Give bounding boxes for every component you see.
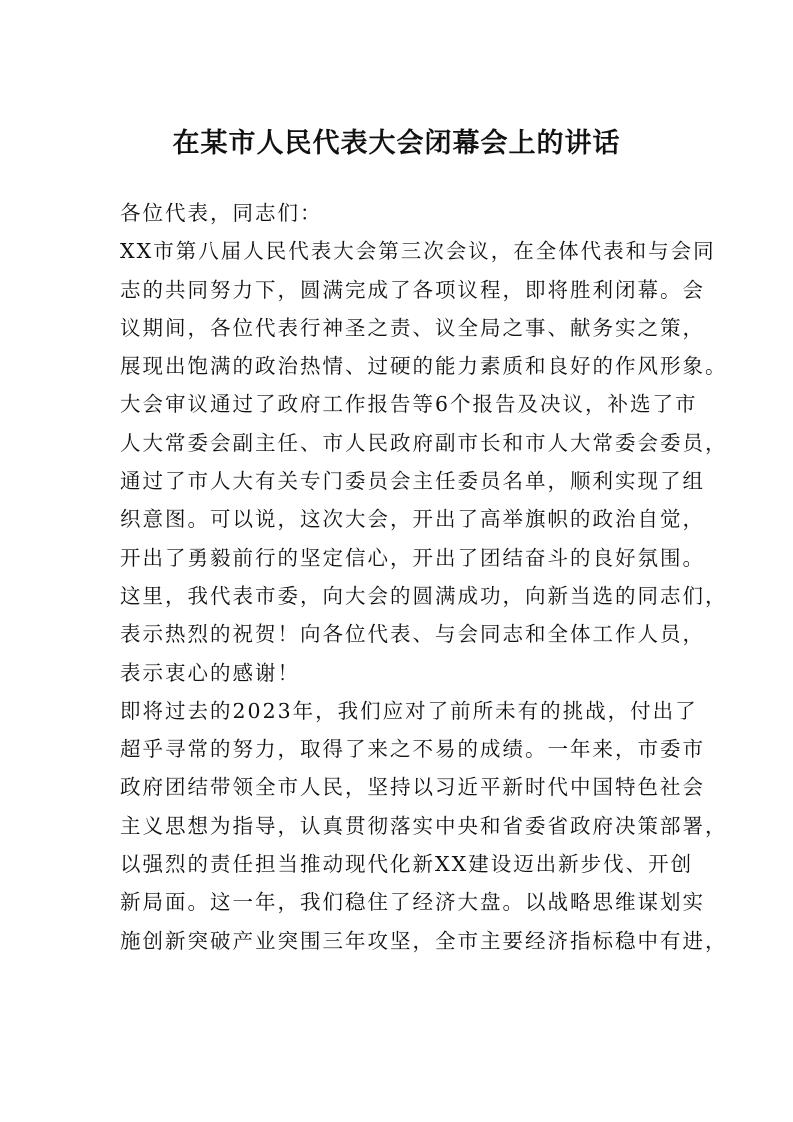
text-line: 政府团结带领全市人民，坚持以习近平新时代中国特色社会 [120,775,705,800]
text-line: 主义思想为指导，认真贯彻落实中央和省委省政府决策部署， [120,813,728,838]
text-line: 即将过去的2023年，我们应对了前所未有的挑战，付出了 [120,698,698,723]
text-line: 开出了勇毅前行的坚定信心，开出了团结奋斗的良好氛围。 [120,545,705,570]
text-line: 表示热烈的祝贺！向各位代表、与会同志和全体工作人员， [120,622,705,647]
text-line: XX市第八届人民代表大会第三次会议，在全体代表和与会同 [120,239,716,264]
text-line: 议期间，各位代表行神圣之责、议全局之事、献务实之策， [120,315,705,340]
document-body [120,194,728,960]
text-line: 展现出饱满的政治热情、过硬的能力素质和良好的作风形象。 [120,354,728,379]
text-line: 志的共同努力下，圆满完成了各项议程，即将胜利闭幕。会 [120,277,705,302]
text-line: 各位代表，同志们： [120,201,323,225]
text-line: 以强烈的责任担当推动现代化新XX建设迈出新步伐、开创 [120,852,694,877]
text-line: 超乎寻常的努力，取得了来之不易的成绩。一年来，市委市 [120,737,705,762]
text-line: 人大常委会副主任、市人民政府副市长和市人大常委会委员， [120,430,728,455]
document-title: 在某市人民代表大会闭幕会上的讲话 [172,128,621,159]
text-line: 织意图。可以说，这次大会，开出了高举旗帜的政治自觉， [120,507,705,532]
text-line: 施创新突破产业突围三年攻坚，全市主要经济指标稳中有进， [120,928,728,953]
text-line: 大会审议通过了政府工作报告等6个报告及决议，补选了市 [120,392,698,417]
text-line: 新局面。这一年，我们稳住了经济大盘。以战略思维谋划实 [120,890,705,915]
text-line: 这里，我代表市委，向大会的圆满成功，向新当选的同志们， [120,583,728,608]
text-line: 表示衷心的感谢！ [120,660,300,685]
text-line: 通过了市人大有关专门委员会主任委员名单，顺利实现了组 [120,469,705,494]
